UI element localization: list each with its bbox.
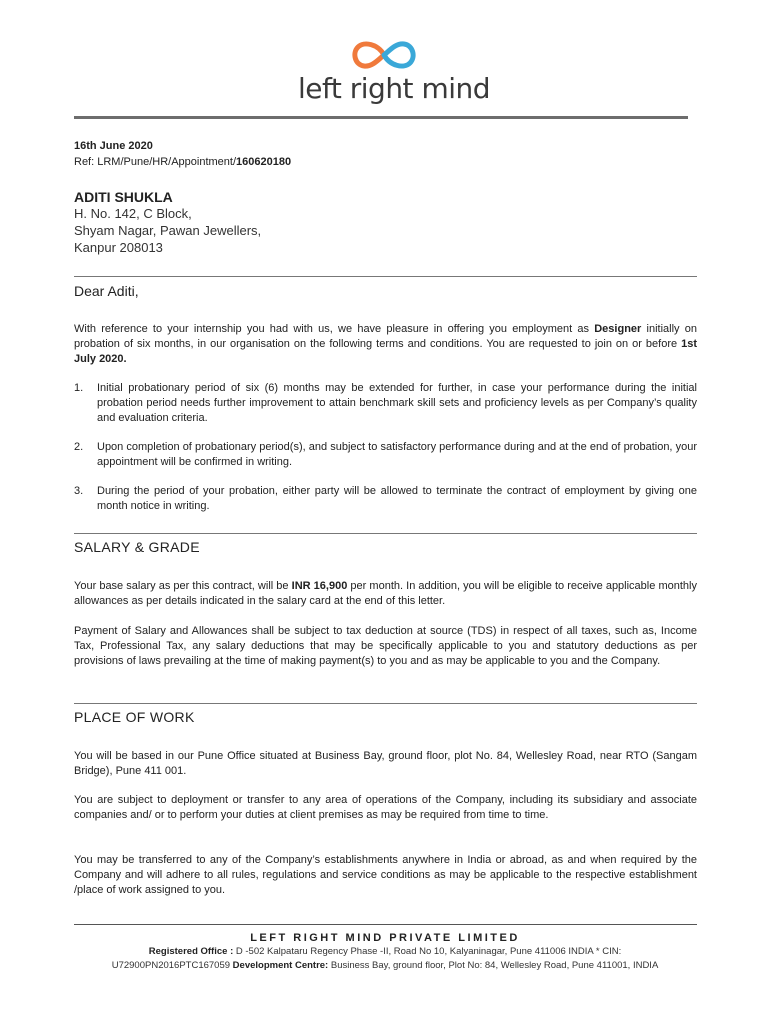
footer-company-name: LEFT RIGHT MIND PRIVATE LIMITED (250, 932, 520, 944)
term-number: 1. (74, 382, 84, 394)
term-number: 2. (74, 441, 84, 453)
term-text: Initial probationary period of six (6) months may be extended for further, in case your performance during the initial probation period needs further improvement to attain benchmark skill sets and proficiency levels as per Company’s quality and evaluation criteria. (97, 382, 697, 424)
term-number: 3. (74, 485, 84, 497)
reference-line (74, 156, 291, 168)
place-paragraph-3: You may be transferred to any of the Company’s establishments anywhere in India or abroad, as and when required by the Company and will adhere to all rules, regulations and service conditions as may be applicable to the respective establishment /place of work assigned to you. (74, 854, 697, 896)
term-item (74, 440, 697, 470)
term-item (74, 381, 697, 426)
divider (74, 276, 697, 277)
recipient-address-line-3: Kanpur 208013 (74, 240, 163, 255)
recipient-address-line-2: Shyam Nagar, Pawan Jewellers, (74, 223, 262, 238)
footer-rule (74, 924, 697, 925)
intro-text-continued: initially on probation of six months, in our organisation on the following terms and conditions. You are requested to join on or before (74, 323, 697, 350)
place-paragraph-1: You will be based in our Pune Office situated at Business Bay, ground floor, plot No. 84, Wellesley Road, near RTO (Sangam Bridge), Pune 411 001. (74, 750, 697, 777)
salary-text: Your base salary as per this contract, will be (74, 580, 292, 592)
letter-date: 16th June 2020 (74, 140, 153, 152)
reference-number: 160620180 (236, 156, 292, 168)
salary-text-continued: per month. In addition, you will be eligible to receive applicable monthly allowances as per details indicated in the salary card at the end of this letter. (74, 580, 697, 607)
term-item (74, 484, 697, 514)
cin-number: U72900PN2016PTC167059 (111, 960, 233, 971)
header-rule (74, 116, 688, 119)
greeting: Dear Aditi, (74, 283, 139, 299)
joining-date: 1st July 2020. (74, 338, 697, 365)
reference-prefix: Ref: LRM/Pune/HR/Appointment/ (74, 156, 237, 168)
development-centre-address: Business Bay, ground floor, Plot No: 84, Wellesley Road, Pune 411001, INDIA (328, 960, 659, 971)
infinity-logo-icon (348, 38, 420, 72)
term-text: During the period of your probation, either party will be allowed to terminate the contract of employment by giving one month notice in writing. (97, 485, 697, 512)
place-paragraph-2: You are subject to deployment or transfer to any area of operations of the Company, including its subsidiary and associate companies and/ or to perform your duties at client premises as may be required from time to time. (74, 794, 697, 821)
recipient-name: ADITI SHUKLA (74, 189, 173, 205)
logo-wordmark: left right mind (298, 72, 491, 105)
job-role: Designer (594, 323, 642, 335)
company-logo (290, 38, 490, 108)
divider (74, 703, 697, 704)
place-of-work-heading: PLACE OF WORK (74, 709, 195, 725)
recipient-address-line-1: H. No. 142, C Block, (74, 206, 192, 221)
development-centre-label: Development Centre: (232, 960, 329, 971)
footer-development-centre (0, 960, 770, 971)
registered-office-label: Registered Office : (148, 946, 234, 957)
registered-office-address: D -502 Kalpataru Regency Phase -II, Road No 10, Kalyaninagar, Pune 411006 INDIA * CIN: (233, 946, 622, 957)
intro-paragraph (74, 322, 697, 367)
salary-paragraph-2: Payment of Salary and Allowances shall be subject to tax deduction at source (TDS) in respect of all taxes, such as, Income Tax, Professional Tax, any salary deductions that may be specifically applicable to you and statutory deductions as per provisions of laws prevailing at the time of making payment(s) to you and as may be applicable to you and the Company. (74, 625, 697, 667)
salary-amount: INR 16,900 (291, 580, 348, 592)
salary-paragraph-1 (74, 579, 697, 609)
term-text: Upon completion of probationary period(s), and subject to satisfactory performance during and at the end of probation, your appointment will be confirmed in writing. (97, 441, 697, 468)
intro-text: With reference to your internship you had with us, we have pleasure in offering you employment as (74, 323, 595, 335)
divider (74, 533, 697, 534)
salary-heading: SALARY & GRADE (74, 539, 200, 555)
footer-registered-office (0, 946, 770, 957)
